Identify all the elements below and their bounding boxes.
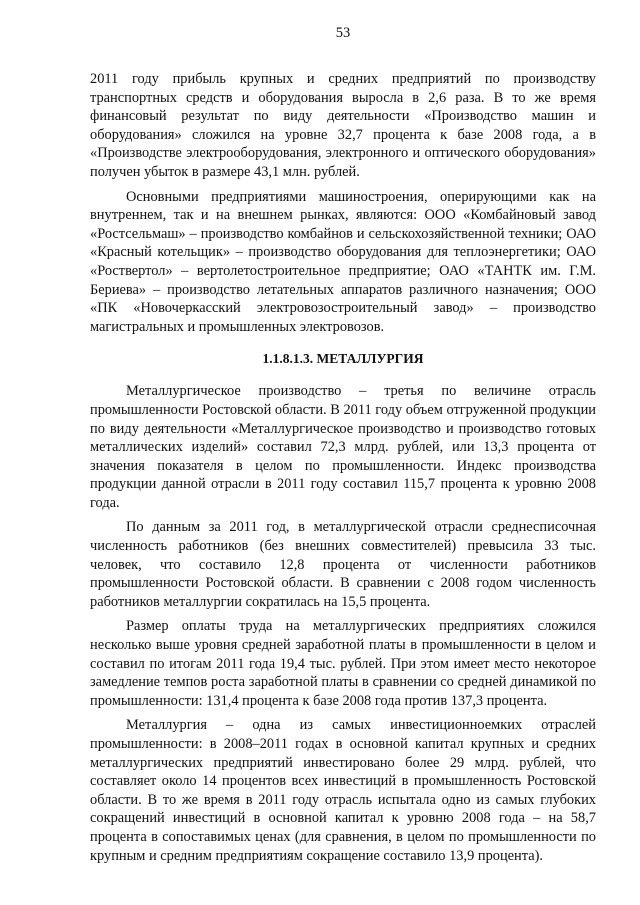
paragraph-continuation: 2011 году прибыль крупных и средних предприятий по производству транспортных средств и оборудования выросла в 2,6 раза. В то же время финансовый результат по виду деятельности «Производство машин и оборудования» сложился на уровне 32,7 процента к базе 2008 года, а в «Производстве электрооборудования, электронного и оптического оборудования» получен убыток в размере 43,1 млн. рублей. bbox=[90, 71, 596, 180]
paragraph-metallurgy-workers: По данным за 2011 год, в металлургической отрасли среднесписочная численность работников (без внешних совместителей) превысила 33 тыс. человек, что составило 12,8 процента от численности работников промышленности Ростовской области. В сравнении с 2008 годом численность работников металлургии сократилась на 15,5 процента. bbox=[90, 519, 596, 610]
paragraph-metallurgy-wages: Размер оплаты труда на металлургических предприятиях сложился несколько выше уровня средней заработной платы в промышленности в целом и составил по итогам 2011 года 19,4 тыс. рублей. При этом имеет место некоторое замедление темпов роста заработной платы в сравнении со средней динамикой по промышленности: 131,4 процента к базе 2008 года против 137,3 процента. bbox=[90, 618, 596, 709]
paragraph-metallurgy-intro: Металлургическое производство – третья по величине отрасль промышленности Ростовской области. В 2011 году объем отгруженной продукции по виду деятельности «Металлургическое производство и производство готовых металлических изделий» составил 72,3 млрд. рублей, или 13,3 процента от значения показателя в целом по промышленности. Индекс производства продукции данной отрасли в 2011 году составил 115,7 процента к уровню 2008 года. bbox=[90, 383, 596, 511]
document-page bbox=[90, 24, 596, 865]
paragraph-main-enterprises: Основными предприятиями машиностроения, оперирующими как на внутреннем, так и на внешнем рынках, являются: ООО «Комбайновый завод «Ростсельмаш» – производство комбайнов и сельскохозяйственной техники; ОАО «Красный котельщик» – производство оборудования для теплоэнергетики; ОАО «Роствертол» – вертолетостроительное предприятие; ОАО «ТАНТК им. Г.М. Бериева» – производство летательных аппаратов различного назначения; ООО «ПК «Новочеркасский электровозостроительный завод» – производство магистральных и промышленных электровозов. bbox=[90, 188, 596, 335]
paragraph-metallurgy-investment: Металлургия – одна из самых инвестиционноемких отраслей промышленности: в 2008–2011 годах в основной капитал крупных и средних металлургических предприятий инвестировано более 29 млрд. рублей, что составляет около 14 процентов всех инвестиций в промышленность Ростовской области. В то же время в 2011 году отрасль испытала одно из самых глубоких сокращений инвестиций в основной капитал к уровню 2008 года – на 58,7 процента в сопоставимых ценах (для сравнения, в целом по промышленности по крупным и средним предприятиям сокращение составило 13,9 процента). bbox=[90, 717, 596, 864]
page-number: 53 bbox=[335, 25, 351, 41]
section-heading: 1.1.8.1.3. МЕТАЛЛУРГИЯ bbox=[262, 351, 424, 367]
